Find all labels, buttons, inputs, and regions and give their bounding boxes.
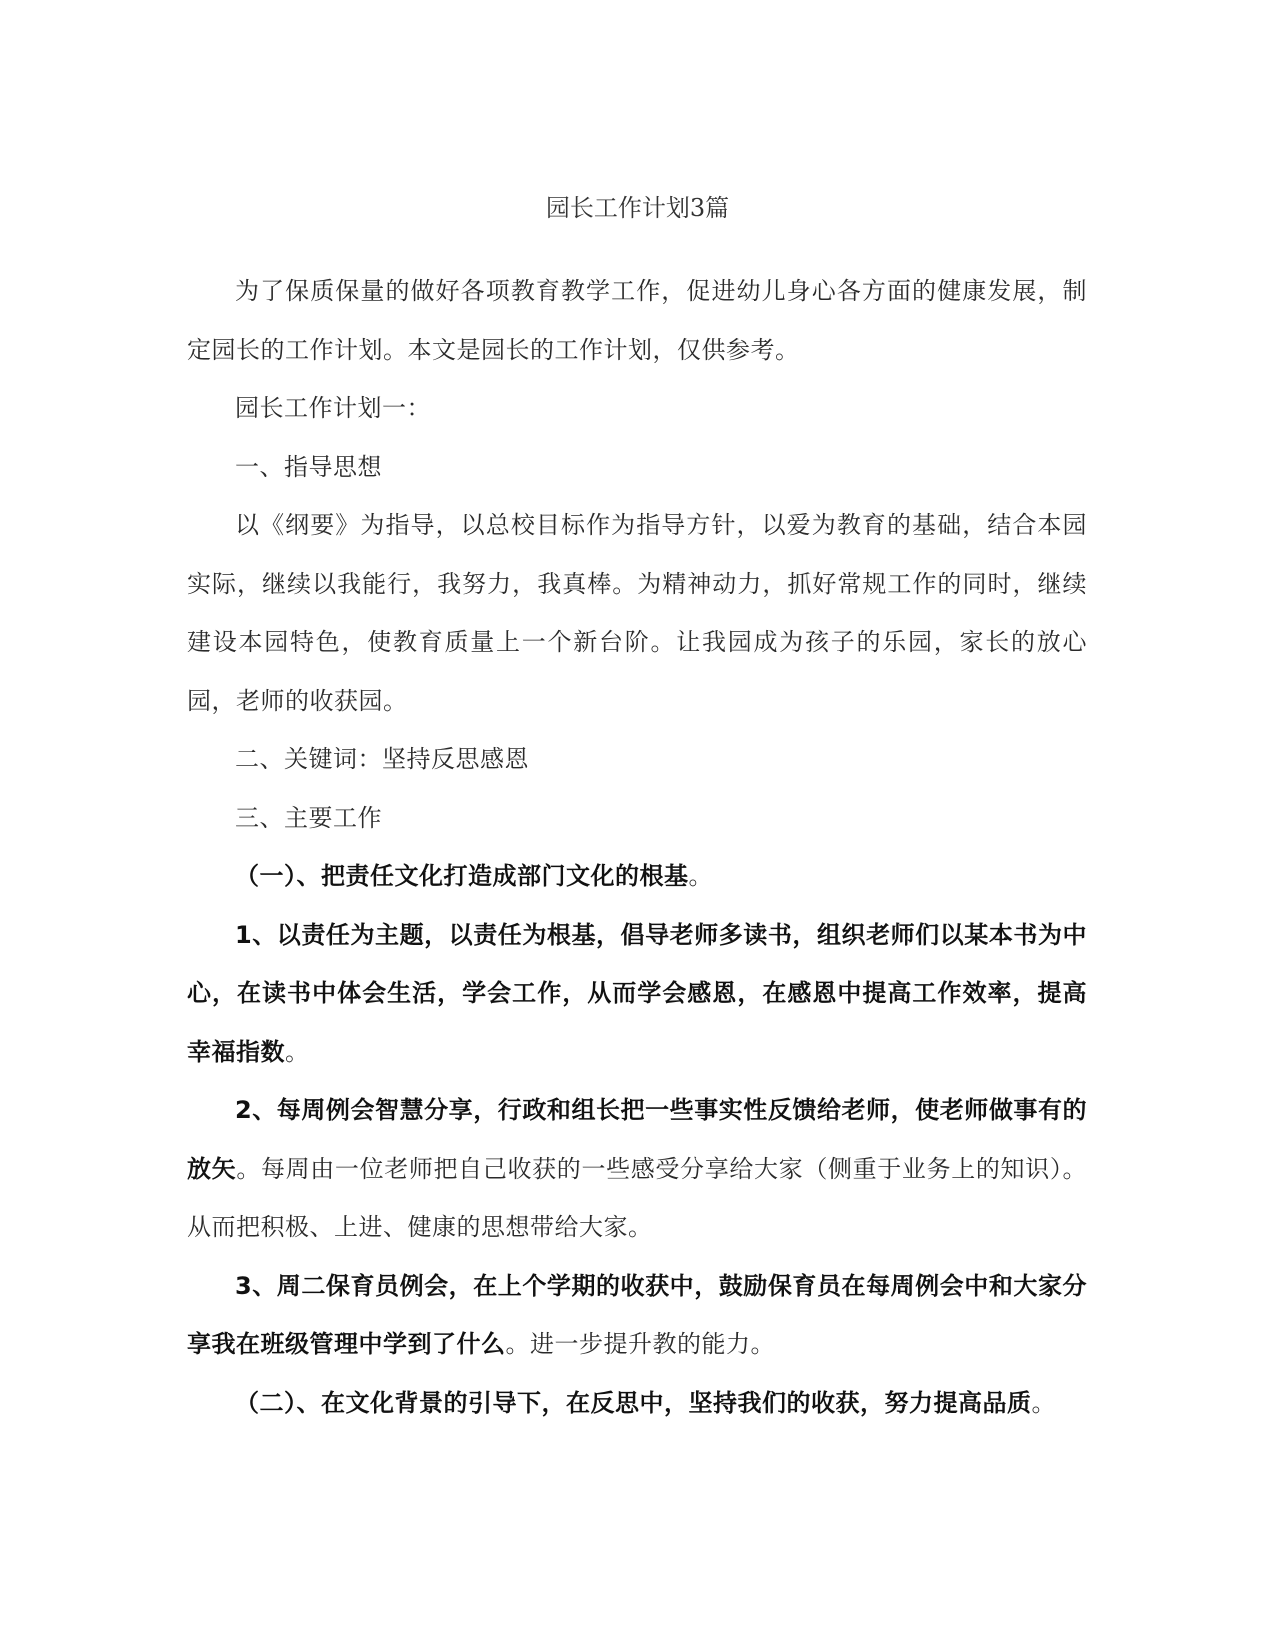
subsection2-heading [187,1374,1087,1433]
plan1-heading: 园长工作计划一： [235,394,431,422]
item1-tail: 。 [285,1037,310,1066]
item2-tail: 。每周由一位老师把自己收获的一些感受分享给大家（侧重于业务上的知识）。从而把积极、上进、健康的思想带给大家。 [187,1154,1088,1241]
item3-tail: 。进一步提升教的能力。 [505,1330,775,1358]
item2-text: 2、每周例会智慧分享，行政和组长把一些事实性反馈给老师，使老师做事有的放矢 [187,1096,1087,1183]
item1-paragraph [187,906,1087,1082]
subsection1-heading-tail: 。 [688,862,713,890]
item3-paragraph [187,1257,1087,1374]
item3-text: 3、周二保育员例会，在上个学期的收获中，鼓励保育员在每周例会中和大家分享我在班级管理中学到了什么 [187,1271,1087,1358]
document-body [187,262,1087,1432]
section1-heading: 一、指导思想 [235,452,382,481]
item1-text: 1、以责任为主题，以责任为根基，倡导老师多读书，组织老师们以某本书为中心，在读书中体会生活，学会工作，从而学会感恩，在感恩中提高工作效率，提高幸福指数 [187,920,1087,1066]
subsection2-heading-tail: 。 [1031,1388,1056,1417]
subsection1-heading-text: （一）、把责任文化打造成部门文化的根基 [235,862,689,890]
item2-paragraph [187,1081,1087,1257]
intro-paragraph: 为了保质保量的做好各项教育教学工作，促进幼儿身心各方面的健康发展，制定园长的工作计划。本文是园长的工作计划，仅供参考。 [187,277,1087,364]
section3-heading: 三、主要工作 [235,803,382,832]
section1-paragraph: 以《纲要》为指导，以总校目标作为指导方针，以爱为教育的基础，结合本园实际，继续以我能行，我努力，我真棒。为精神动力，抓好常规工作的同时，继续建设本园特色，使教育质量上一个新台阶。让我园成为孩子的乐园，家长的放心园，老师的收获园。 [187,511,1087,715]
subsection2-heading-text: （二）、在文化背景的引导下，在反思中，坚持我们的收获，努力提高品质 [235,1388,1032,1417]
subsection1-heading [187,847,1087,906]
section2-heading: 二、关键词：坚持反思感恩 [235,745,529,773]
document-title: 园长工作计划3篇 [545,194,730,222]
